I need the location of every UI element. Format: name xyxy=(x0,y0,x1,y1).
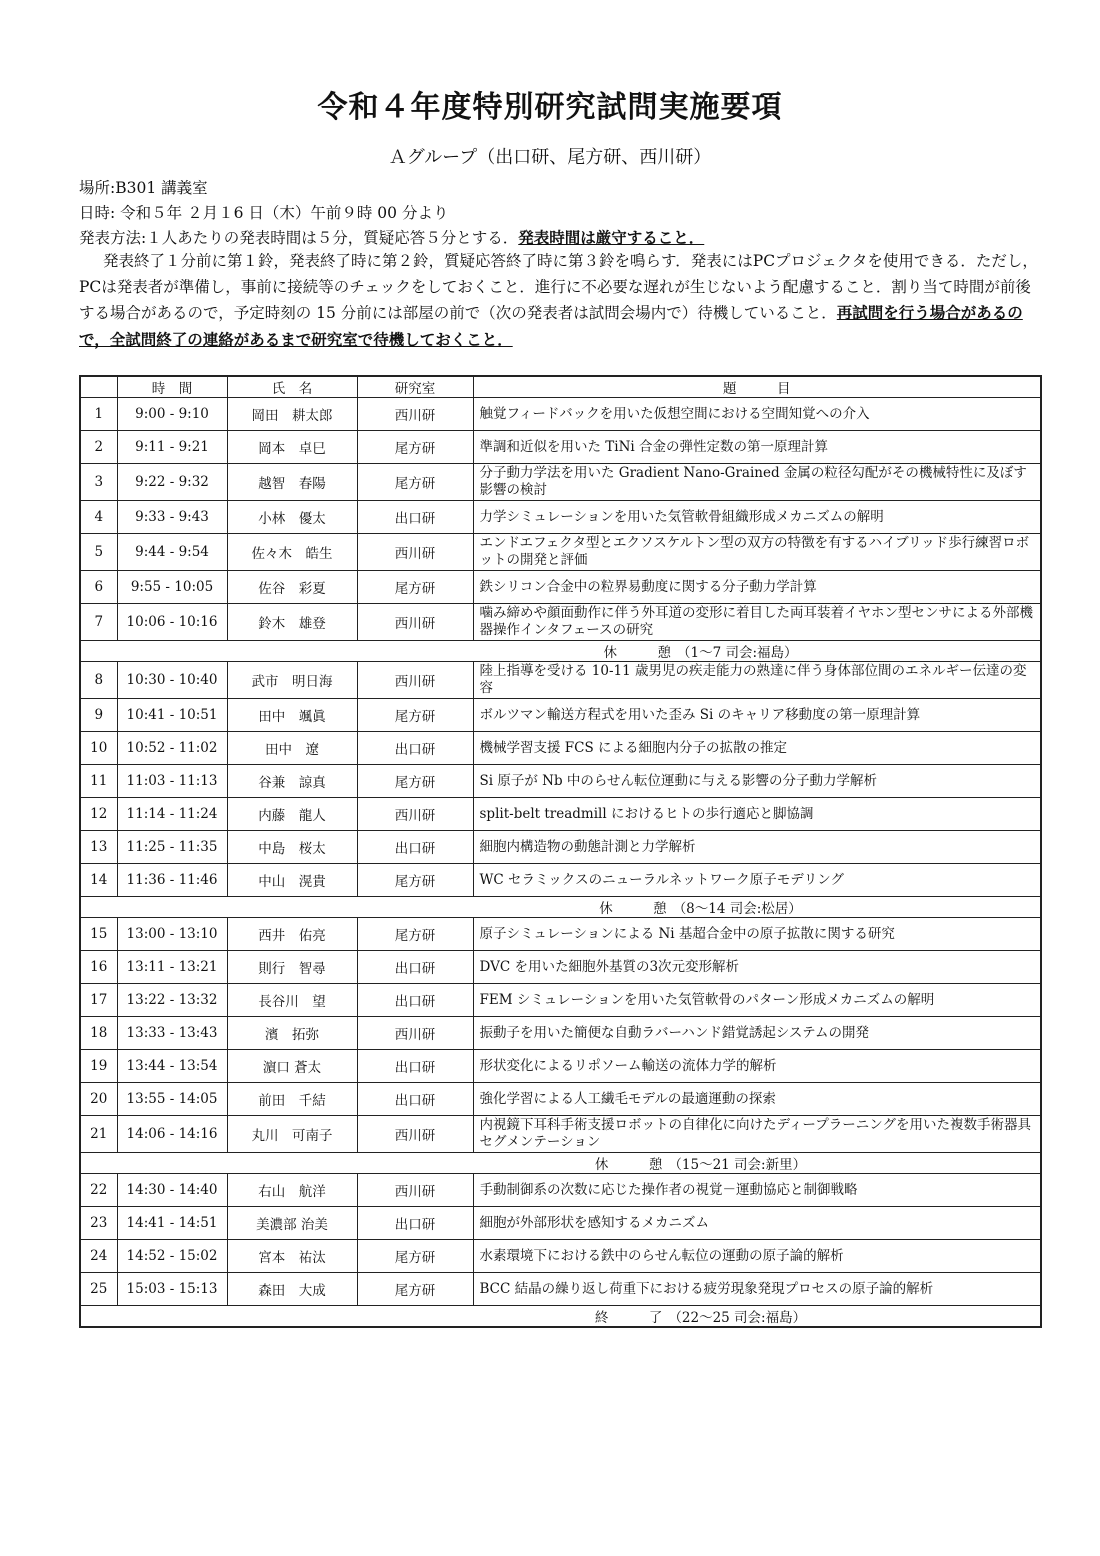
cell-no: 16 xyxy=(80,951,117,984)
cell-topic: split-belt treadmill におけるヒトの歩行適応と脚協調 xyxy=(473,798,1041,831)
cell-topic: 内視鏡下耳科手術支援ロボットの自律化に向けたディープラーニングを用いた複数手術器具セグメンテーション xyxy=(473,1116,1041,1153)
cell-lab: 西川研 xyxy=(357,1174,473,1207)
table-row xyxy=(80,732,1041,765)
cell-no: 17 xyxy=(80,984,117,1017)
table-row xyxy=(80,604,1041,641)
cell-no: 10 xyxy=(80,732,117,765)
cell-no: 19 xyxy=(80,1050,117,1083)
cell-topic: 水素環境下における鉄中のらせん転位の運動の原子論的解析 xyxy=(473,1240,1041,1273)
table-row xyxy=(80,1017,1041,1050)
cell-topic: 分子動力学法を用いた Gradient Nano-Grained 金属の粒径勾配がその機械特性に及ぼす影響の検討 xyxy=(473,464,1041,501)
cell-lab: 尾方研 xyxy=(357,918,473,951)
header-lab: 研究室 xyxy=(357,376,473,398)
cell-name: 森田 大成 xyxy=(227,1273,357,1306)
cell-time: 14:06 - 14:16 xyxy=(117,1116,227,1153)
cell-no: 6 xyxy=(80,571,117,604)
table-row xyxy=(80,1273,1041,1306)
cell-name: 佐谷 彩夏 xyxy=(227,571,357,604)
break-label: 休 憩 xyxy=(594,1157,663,1173)
group-subtitle: Ａグループ（出口研、尾方研、西川研） xyxy=(388,147,712,168)
cell-no: 12 xyxy=(80,798,117,831)
table-row xyxy=(80,534,1041,571)
cell-topic: 鉄シリコン合金中の粒界易動度に関する分子動力学計算 xyxy=(473,571,1041,604)
table-row xyxy=(80,831,1041,864)
cell-name: 武市 明日海 xyxy=(227,662,357,699)
cell-no: 2 xyxy=(80,431,117,464)
schedule-body xyxy=(80,398,1041,1328)
cell-no: 11 xyxy=(80,765,117,798)
cell-topic: Si 原子が Nb 中のらせん転位運動に与える影響の分子動力学解析 xyxy=(473,765,1041,798)
cell-name: 長谷川 望 xyxy=(227,984,357,1017)
cell-lab: 尾方研 xyxy=(357,1273,473,1306)
table-row xyxy=(80,1083,1041,1116)
cell-lab: 出口研 xyxy=(357,1050,473,1083)
cell-no: 3 xyxy=(80,464,117,501)
cell-name: 谷兼 諒真 xyxy=(227,765,357,798)
table-row xyxy=(80,571,1041,604)
cell-name: 前田 千結 xyxy=(227,1083,357,1116)
cell-name: 右山 航洋 xyxy=(227,1174,357,1207)
cell-name: 中山 滉貴 xyxy=(227,864,357,897)
cell-topic: 振動子を用いた簡便な自動ラバーハンド錯覚誘起システムの開発 xyxy=(473,1017,1041,1050)
break-row xyxy=(80,897,1041,918)
method-line xyxy=(79,226,704,248)
method-text: 発表方法:１人あたりの発表時間は５分，質疑応答５分とする． xyxy=(79,229,519,247)
cell-topic: 細胞内構造物の動態計測と力学解析 xyxy=(473,831,1041,864)
cell-no: 7 xyxy=(80,604,117,641)
cell-topic: 手動制御系の次数に応じた操作者の視覚－運動協応と制御戦略 xyxy=(473,1174,1041,1207)
table-row xyxy=(80,918,1041,951)
cell-time: 9:00 - 9:10 xyxy=(117,398,227,431)
cell-no: 4 xyxy=(80,501,117,534)
place-line: 場所:B301 講義室 xyxy=(79,179,208,197)
table-row xyxy=(80,1116,1041,1153)
cell-time: 11:03 - 11:13 xyxy=(117,765,227,798)
table-row xyxy=(80,864,1041,897)
schedule-table xyxy=(79,375,1042,1328)
cell-time: 13:55 - 14:05 xyxy=(117,1083,227,1116)
cell-time: 13:22 - 13:32 xyxy=(117,984,227,1017)
cell-lab: 尾方研 xyxy=(357,1240,473,1273)
cell-lab: 西川研 xyxy=(357,398,473,431)
instructions-paragraph xyxy=(79,249,1044,353)
cell-no: 24 xyxy=(80,1240,117,1273)
break-note: （8～14 司会:松居） xyxy=(672,901,802,917)
break-cell xyxy=(80,1153,1041,1174)
cell-time: 11:25 - 11:35 xyxy=(117,831,227,864)
break-row xyxy=(80,1153,1041,1174)
cell-topic: ボルツマン輸送方程式を用いた歪み Si のキャリア移動度の第一原理計算 xyxy=(473,699,1041,732)
table-row xyxy=(80,798,1041,831)
break-row xyxy=(80,1306,1041,1328)
cell-lab: 尾方研 xyxy=(357,571,473,604)
cell-no: 1 xyxy=(80,398,117,431)
cell-time: 14:52 - 15:02 xyxy=(117,1240,227,1273)
cell-lab: 出口研 xyxy=(357,951,473,984)
cell-name: 西井 佑亮 xyxy=(227,918,357,951)
cell-no: 5 xyxy=(80,534,117,571)
table-row xyxy=(80,1050,1041,1083)
cell-no: 13 xyxy=(80,831,117,864)
cell-time: 10:41 - 10:51 xyxy=(117,699,227,732)
header-no xyxy=(80,376,117,398)
cell-name: 宮本 祐汰 xyxy=(227,1240,357,1273)
cell-name: 岡本 卓巳 xyxy=(227,431,357,464)
cell-name: 佐々木 皓生 xyxy=(227,534,357,571)
break-note: （22～25 司会:福島） xyxy=(668,1310,807,1326)
cell-name: 小林 優太 xyxy=(227,501,357,534)
cell-lab: 出口研 xyxy=(357,1207,473,1240)
table-row xyxy=(80,984,1041,1017)
cell-time: 9:11 - 9:21 xyxy=(117,431,227,464)
break-row xyxy=(80,641,1041,662)
cell-topic: エンドエフェクタ型とエクソスケルトン型の双方の特徴を有するハイブリッド歩行練習ロボットの開発と評価 xyxy=(473,534,1041,571)
cell-topic: 形状変化によるリポソーム輸送の流体力学的解析 xyxy=(473,1050,1041,1083)
method-emphasis: 発表時間は厳守すること． xyxy=(518,228,705,247)
cell-time: 13:33 - 13:43 xyxy=(117,1017,227,1050)
table-row xyxy=(80,398,1041,431)
cell-time: 14:30 - 14:40 xyxy=(117,1174,227,1207)
table-row xyxy=(80,699,1041,732)
cell-time: 13:00 - 13:10 xyxy=(117,918,227,951)
cell-time: 10:30 - 10:40 xyxy=(117,662,227,699)
cell-time: 9:22 - 9:32 xyxy=(117,464,227,501)
cell-no: 9 xyxy=(80,699,117,732)
table-header-row xyxy=(80,376,1041,398)
cell-no: 21 xyxy=(80,1116,117,1153)
cell-topic: BCC 結晶の繰り返し荷重下における疲労現象発現プロセスの原子論的解析 xyxy=(473,1273,1041,1306)
table-row xyxy=(80,765,1041,798)
cell-no: 14 xyxy=(80,864,117,897)
break-note: （1～7 司会:福島） xyxy=(676,645,798,661)
cell-no: 20 xyxy=(80,1083,117,1116)
break-label: 休 憩 xyxy=(599,901,667,917)
cell-topic: 噛み締めや顔面動作に伴う外耳道の変形に着目した両耳装着イヤホン型センサによる外部機器操作インタフェースの研究 xyxy=(473,604,1041,641)
document-title: 令和４年度特別研究試問実施要項 xyxy=(317,90,783,125)
break-cell xyxy=(80,641,1041,662)
table-row xyxy=(80,431,1041,464)
table-row xyxy=(80,501,1041,534)
cell-lab: 出口研 xyxy=(357,831,473,864)
cell-lab: 出口研 xyxy=(357,984,473,1017)
cell-topic: FEM シミュレーションを用いた気管軟骨のパターン形成メカニズムの解明 xyxy=(473,984,1041,1017)
cell-lab: 尾方研 xyxy=(357,699,473,732)
cell-time: 11:36 - 11:46 xyxy=(117,864,227,897)
cell-lab: 出口研 xyxy=(357,1083,473,1116)
cell-name: 則行 智尋 xyxy=(227,951,357,984)
cell-no: 25 xyxy=(80,1273,117,1306)
break-cell xyxy=(80,897,1041,918)
cell-lab: 西川研 xyxy=(357,1116,473,1153)
table-row xyxy=(80,662,1041,699)
table-row xyxy=(80,464,1041,501)
table-row xyxy=(80,951,1041,984)
header-topic: 題 目 xyxy=(473,376,1041,398)
cell-time: 13:44 - 13:54 xyxy=(117,1050,227,1083)
cell-topic: 強化学習による人工繊毛モデルの最適運動の探索 xyxy=(473,1083,1041,1116)
instructions-emphasis: 再試問を行う場合があるので，全試問終了の連絡があるまで研究室で待機しておくこと． xyxy=(79,303,1023,349)
break-note: （15～21 司会:新里） xyxy=(668,1157,807,1173)
cell-lab: 出口研 xyxy=(357,501,473,534)
cell-no: 18 xyxy=(80,1017,117,1050)
cell-lab: 西川研 xyxy=(357,604,473,641)
cell-topic: 準調和近似を用いた TiNi 合金の弾性定数の第一原理計算 xyxy=(473,431,1041,464)
break-label: 休 憩 xyxy=(603,645,671,661)
break-label: 終 了 xyxy=(594,1310,663,1326)
cell-lab: 尾方研 xyxy=(357,431,473,464)
break-cell xyxy=(80,1306,1041,1328)
cell-no: 23 xyxy=(80,1207,117,1240)
cell-time: 9:33 - 9:43 xyxy=(117,501,227,534)
cell-time: 9:55 - 10:05 xyxy=(117,571,227,604)
cell-lab: 西川研 xyxy=(357,662,473,699)
cell-name: 中島 桜太 xyxy=(227,831,357,864)
cell-no: 22 xyxy=(80,1174,117,1207)
cell-topic: 触覚フィードバックを用いた仮想空間における空間知覚への介入 xyxy=(473,398,1041,431)
cell-name: 田中 颯眞 xyxy=(227,699,357,732)
cell-lab: 尾方研 xyxy=(357,765,473,798)
table-row xyxy=(80,1207,1041,1240)
cell-lab: 尾方研 xyxy=(357,864,473,897)
cell-topic: 陸上指導を受ける 10-11 歳男児の疾走能力の熟達に伴う身体部位間のエネルギー伝達の変容 xyxy=(473,662,1041,699)
cell-lab: 西川研 xyxy=(357,534,473,571)
cell-time: 9:44 - 9:54 xyxy=(117,534,227,571)
cell-time: 11:14 - 11:24 xyxy=(117,798,227,831)
cell-name: 丸川 可南子 xyxy=(227,1116,357,1153)
cell-name: 岡田 耕太郎 xyxy=(227,398,357,431)
cell-name: 美濃部 治美 xyxy=(227,1207,357,1240)
cell-no: 15 xyxy=(80,918,117,951)
table-row xyxy=(80,1174,1041,1207)
cell-name: 田中 遼 xyxy=(227,732,357,765)
cell-lab: 西川研 xyxy=(357,1017,473,1050)
cell-topic: DVC を用いた細胞外基質の3次元変形解析 xyxy=(473,951,1041,984)
cell-time: 15:03 - 15:13 xyxy=(117,1273,227,1306)
cell-no: 8 xyxy=(80,662,117,699)
cell-lab: 西川研 xyxy=(357,798,473,831)
cell-topic: 原子シミュレーションによる Ni 基超合金中の原子拡散に関する研究 xyxy=(473,918,1041,951)
cell-topic: WC セラミックスのニューラルネットワーク原子モデリング xyxy=(473,864,1041,897)
cell-time: 14:41 - 14:51 xyxy=(117,1207,227,1240)
cell-time: 10:52 - 11:02 xyxy=(117,732,227,765)
cell-time: 10:06 - 10:16 xyxy=(117,604,227,641)
datetime-line: 日時: 令和５年 ２月１6 日（木）午前９時 00 分より xyxy=(79,204,449,222)
cell-topic: 力学シミュレーションを用いた気管軟骨組織形成メカニズムの解明 xyxy=(473,501,1041,534)
cell-topic: 細胞が外部形状を感知するメカニズム xyxy=(473,1207,1041,1240)
table-row xyxy=(80,1240,1041,1273)
cell-lab: 出口研 xyxy=(357,732,473,765)
header-name: 氏 名 xyxy=(227,376,357,398)
cell-name: 鈴木 雄登 xyxy=(227,604,357,641)
cell-name: 濵口 蒼太 xyxy=(227,1050,357,1083)
cell-name: 濱 拓弥 xyxy=(227,1017,357,1050)
cell-name: 越智 春陽 xyxy=(227,464,357,501)
instructions-text: 発表終了１分前に第１鈴，発表終了時に第２鈴，質疑応答終了時に第３鈴を鳴らす．発表にはPCプロジェクタを使用できる．ただし，PCは発表者が準備し，事前に接続等のチェックをしておくこと．進行に不必要な遅れが生じないよう配慮すること．割り当て時間が前後する場合があるので，予定時刻の 15 分前には部屋の前で（次の発表者は試問会場内で）待機していること． xyxy=(79,252,1038,322)
cell-lab: 尾方研 xyxy=(357,464,473,501)
cell-time: 13:11 - 13:21 xyxy=(117,951,227,984)
header-time: 時 間 xyxy=(117,376,227,398)
cell-topic: 機械学習支援 FCS による細胞内分子の拡散の推定 xyxy=(473,732,1041,765)
cell-name: 内藤 龍人 xyxy=(227,798,357,831)
